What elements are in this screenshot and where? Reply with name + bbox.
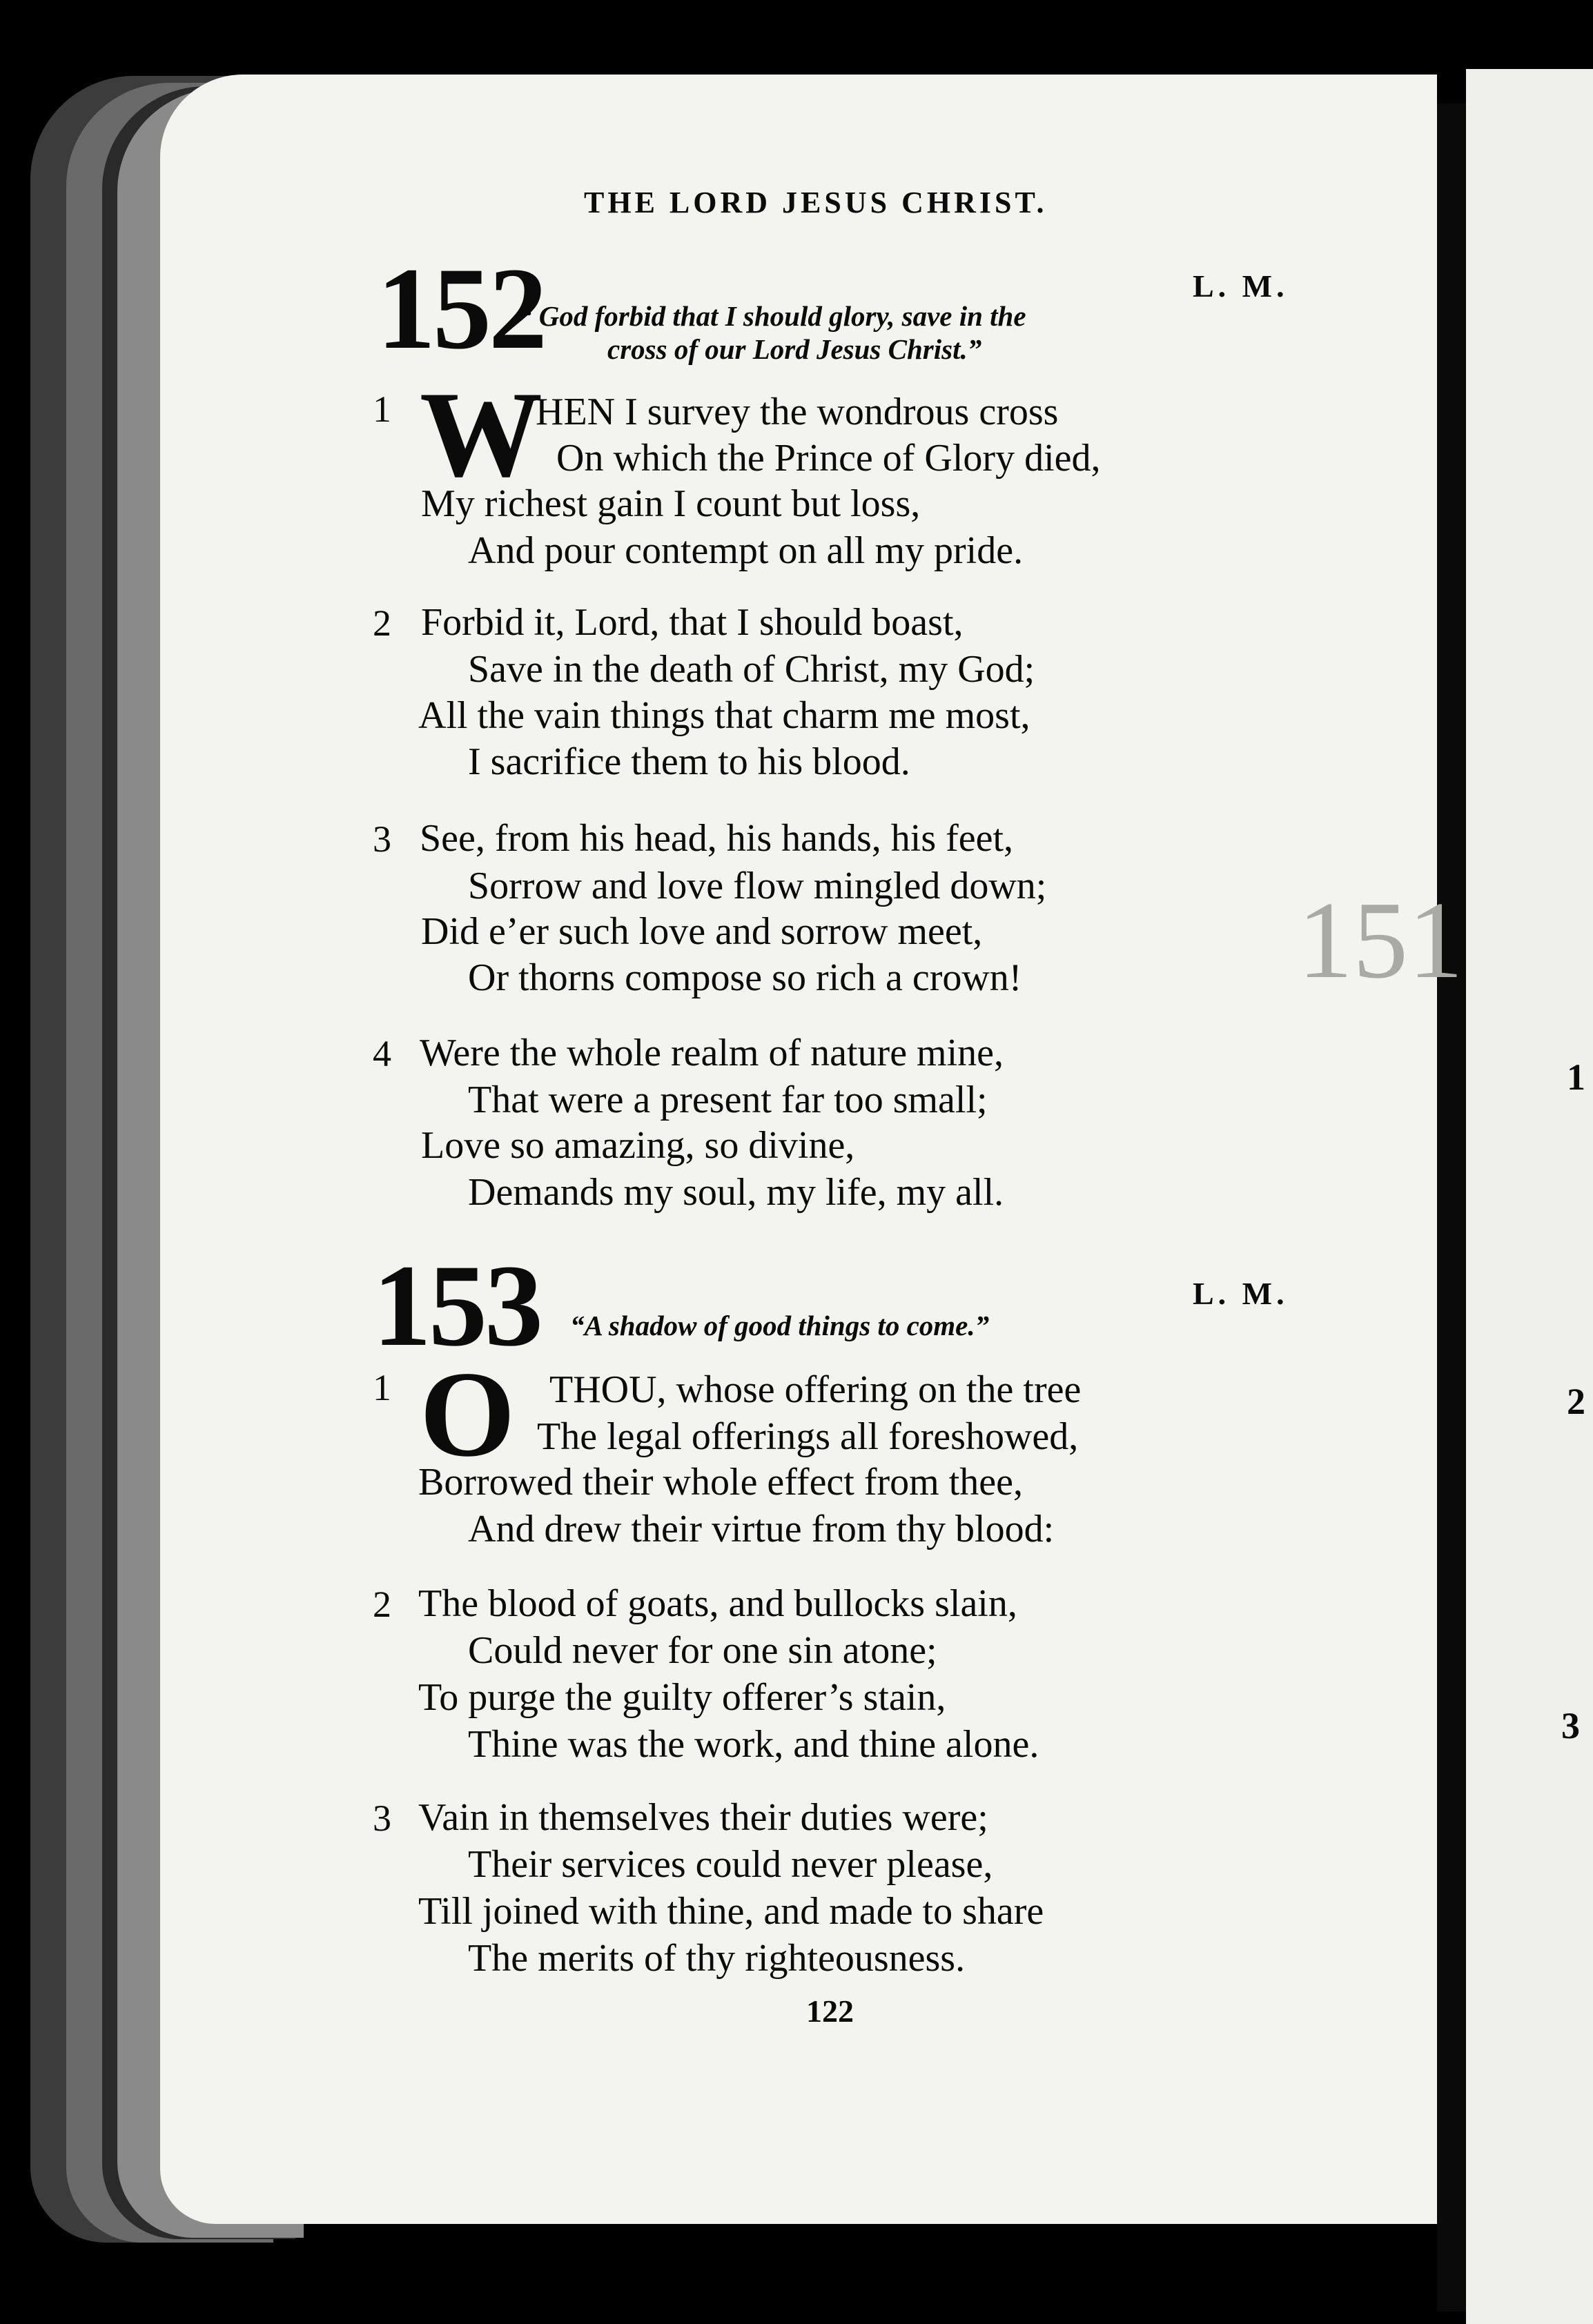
hymn-line: THOU, whose offering on the tree	[549, 1368, 1082, 1411]
hymn-line: Were the whole realm of nature mine,	[420, 1032, 1004, 1074]
hymn-line: Or thorns compose so rich a crown!	[468, 956, 1022, 999]
hymn-line: The merits of thy righteousness.	[468, 1937, 966, 1980]
epigraph-line: “A shadow of good things to come.”	[570, 1310, 990, 1341]
hymn-number: 152	[377, 244, 545, 373]
hymn-line: On which the Prince of Glory died,	[556, 437, 1101, 480]
facing-verse-number: 3	[1561, 1705, 1580, 1746]
hymn-meter: L. M.	[1193, 1276, 1289, 1311]
hymn-meter: L. M.	[1193, 268, 1289, 304]
hymn-line: Love so amazing, so divine,	[421, 1124, 855, 1167]
verse-number: 1	[373, 388, 391, 430]
hymn-line: Thine was the work, and thine alone.	[468, 1723, 1039, 1766]
hymn-line: Could never for one sin atone;	[468, 1629, 937, 1672]
hymn-line: Save in the death of Christ, my God;	[468, 648, 1035, 691]
hymn-line: Vain in themselves their duties were;	[418, 1796, 988, 1839]
bleed-through: 151	[1298, 878, 1463, 1001]
facing-verse-number: 2	[1567, 1381, 1585, 1422]
hymn-line: My richest gain I count but loss,	[421, 482, 921, 525]
page-number: 122	[806, 1993, 854, 2029]
hymn-line: All the vain things that charm me most,	[418, 694, 1030, 737]
hymn-line: And pour contempt on all my pride.	[468, 529, 1024, 572]
epigraph-line: cross of our Lord Jesus Christ.”	[607, 333, 982, 365]
hymn-line: And drew their virtue from thy blood:	[468, 1508, 1055, 1550]
drop-cap: O	[420, 1346, 516, 1482]
epigraph-line: “ God forbid that I should glory, save in the	[518, 300, 1026, 332]
hymn-number: 153	[373, 1241, 540, 1370]
facing-page	[1466, 69, 1593, 2324]
hymn-line: HEN I survey the wondrous cross	[536, 391, 1059, 433]
book-spine	[1437, 104, 1466, 2312]
verse-number: 4	[373, 1033, 391, 1074]
verse-number: 3	[373, 1798, 391, 1839]
verse-number: 1	[373, 1367, 391, 1408]
verse-number: 2	[373, 1584, 391, 1625]
hymn-line: Did e’er such love and sorrow meet,	[421, 910, 983, 953]
verse-number: 2	[373, 602, 391, 644]
hymn-line: Their services could never please,	[468, 1843, 993, 1886]
drop-cap: W	[420, 366, 543, 502]
hymn-line: That were a present far too small;	[468, 1079, 988, 1121]
hymn-line: The legal offerings all foreshowed,	[537, 1415, 1079, 1458]
hymn-line: Sorrow and love flow mingled down;	[468, 865, 1047, 907]
hymn-line: Demands my soul, my life, my all.	[468, 1171, 1004, 1214]
facing-verse-number: 1	[1567, 1056, 1585, 1098]
hymn-line: See, from his head, his hands, his feet,	[420, 817, 1014, 860]
hymn-line: To purge the guilty offerer’s stain,	[418, 1676, 946, 1719]
hymn-line: I sacrifice them to his blood.	[468, 740, 910, 783]
hymn-line: Borrowed their whole effect from thee,	[418, 1461, 1023, 1504]
running-head: THE LORD JESUS CHRIST.	[584, 186, 1048, 219]
hymn-line: Till joined with thine, and made to share	[418, 1890, 1044, 1933]
hymn-line: Forbid it, Lord, that I should boast,	[421, 601, 964, 644]
hymn-line: The blood of goats, and bullocks slain,	[418, 1582, 1017, 1625]
verse-number: 3	[373, 818, 391, 860]
